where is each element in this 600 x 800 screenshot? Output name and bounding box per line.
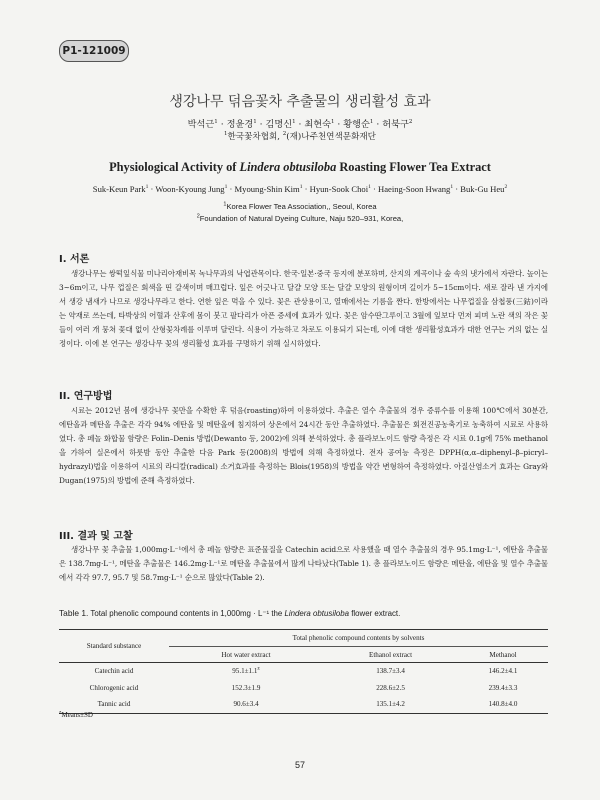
author-separator: · — [256, 119, 266, 130]
affil-sup: 1 — [223, 131, 228, 138]
author-name: Haeing-Soon Hwang — [378, 184, 451, 194]
table-cell: 228.6±2.5 — [376, 683, 405, 692]
author-name: Woon-Kyoung Jung — [155, 184, 225, 194]
paragraph-methods: 시료는 2012년 봄에 생강나무 꽃만을 수확한 후 덖음(roasting)하여 이용하였다. 추출은 열수 추출물의 경우 증류수를 이용해 100℃에서 30분간, 에탄올과 메탄올 추출은 각각 94% 에탄올 및 메탄올에 침지하여 상온에서 24시간 동안 추출하였다. 추출물은 회전진공농축기로 농축하여 시료로 사용하였다. 총 페놀 화합물 함량은 Folin–Denis 방법(Dewanto 등, 2002)에 의해 분석하였다. 총 플라보노이드 함량 측정은 각 시료 0.1g에 75% methanol을 가하여 실온에서 하룻밤 동안 추출한 다음 Park 등(2008)의 방법에 의해 측정하였다. 전자 공여능 측정은 DPPH(α,α–diphenyl–β–picryl–hydrazyl)법을 이용하여 시료의 라디칼(radical) 소거효과를 측정하는 Blois(1958)의 방법을 약간 변형하여 측정하였다. 아질산염소거 효과는 Gray와 Dugan(1975)의 방법에 준해 측정하였다. — [59, 406, 548, 486]
author-separator: · — [295, 119, 305, 130]
author-separator: · — [334, 119, 344, 130]
footnote-marker: z — [59, 709, 62, 716]
phenolic-table — [59, 629, 548, 714]
affil-sup: 2 — [282, 131, 287, 138]
author-name: Hyun-Sook Choi — [309, 184, 369, 194]
author-sup: 1 — [369, 118, 374, 125]
table-row-label: Tannic acid — [59, 696, 169, 713]
affil-sup: 2 — [196, 213, 200, 220]
section-heading-methods: II. 연구방법 — [59, 391, 113, 402]
author-sup: 1 — [331, 118, 335, 125]
author-name: Suk-Keun Park — [92, 184, 146, 194]
author-sup: 1 — [253, 118, 257, 125]
table-cell: 135.1±4.2 — [323, 696, 458, 713]
species-name: Lindera obtusiloba — [239, 160, 337, 174]
author-sup: 1 — [450, 184, 454, 191]
english-affiliation-2 — [0, 214, 600, 223]
table-cell: 146.2±4.1 — [488, 667, 518, 676]
table-cell: 140.8±4.0 — [458, 696, 548, 713]
author-name: Buk-Gu Heu — [460, 184, 505, 194]
table-cell: 239.4±3.3 — [488, 683, 518, 692]
author-name: Myoung-Shin Kim — [234, 184, 300, 194]
author-sup: 1 — [214, 118, 218, 125]
author-separator: · — [370, 184, 379, 194]
table-row-label: Chlorogenic acid — [89, 683, 139, 692]
paragraph-introduction: 생강나무는 쌍떡잎식물 미나리아재비목 녹나무과의 낙엽관목이다. 한국·일본·중국 등지에 분포하며, 산지의 계곡이나 숲 속의 냇가에서 자란다. 높이는 3~6m이고, 나무 껍질은 회색을 띤 갈색이며 매끄럽다. 잎은 어긋나고 달걀 모양 또는 달걀 모양의 원형이며 길이가 5~15cm이다. 새로 잘라 낸 가지에서 생강 냄새가 나므로 생강나무라고 한다. 연한 잎은 먹을 수 있다. 꽃은 관상용이고, 열매에서는 기름을 짠다. 한방에서는 나무껍질을 삼첩풍(三鈷)이라는 약재로 쓰는데, 타박상의 어혈과 산후에 몸이 붓고 팔다리가 아픈 증세에 효과가 있다. 꽃은 암수딴그루이고 3월에 잎보다 먼저 피며 노란 색의 작은 꽃들이 여러 개 뭉쳐 꽃대 없이 산형꽃차례를 이루며 달린다. 식용이 가능하고 차로도 이용되기 되는데, 이에 대한 생리활성효과가 대한 연구는 거의 없는 실정이다. 이에 본 연구는 생강나무 꽃의 생리활성 효과를 구명하기 위해 실시하였다. — [59, 269, 548, 349]
section-heading-introduction: I. 서론 — [59, 254, 90, 265]
author-sup: 1 — [145, 184, 149, 191]
footnote-marker: z — [257, 665, 260, 672]
affil-text: 한국꽃차협회, — [227, 132, 281, 142]
table-column-header: Ethanol extract — [323, 647, 458, 663]
affil-text: Korea Flower Tea Association,, Seoul, Korea — [226, 202, 377, 211]
table-column-header: Hot water extract — [169, 647, 323, 663]
author-separator: · — [302, 184, 310, 194]
table-caption-text: flower extract. — [349, 609, 401, 618]
paragraph-results: 생강나무 꽃 추출물 1,000mg·L⁻¹에서 총 페놀 함량은 표준물질을 Catechin acid으로 사용했을 때 열수 추출물의 경우 95.1mg·L⁻¹, 에탄올 추출물은 138.7mg·L⁻¹, 메탄올 추출물은 146.2mg·L⁻¹로 메탄올 추출물에서 많게 나타났다(Table 1). 총 플라보노이드 함량은 메탄올, 에탄올 및 열수 추출물에서 각각 97.7, 95.7 및 58.7mg·L⁻¹ 순으로 많았다(Table 2). — [59, 545, 548, 583]
author-name: 정윤경 — [226, 119, 254, 130]
table-group-header: Total phenolic compound contents by solvents — [169, 630, 548, 647]
author-name: 황행순 — [343, 119, 370, 130]
author-sup: 2 — [408, 118, 413, 125]
author-name: 김명신 — [265, 119, 293, 130]
author-sup: 1 — [224, 184, 228, 191]
english-affiliation-1 — [0, 202, 600, 211]
author-sup: 1 — [368, 184, 371, 191]
table-row — [59, 680, 548, 697]
author-sup: 1 — [299, 184, 303, 191]
table-cell: 90.6±3.4 — [169, 696, 323, 713]
table-footnote — [59, 711, 93, 719]
korean-title: 생강나무 덖음꽃차 추출물의 생리활성 효과 — [169, 94, 431, 110]
table-stub-header: Standard substance — [59, 630, 169, 663]
author-separator: · — [148, 184, 156, 194]
author-sup: 1 — [292, 118, 296, 125]
affil-sup: 1 — [223, 201, 227, 208]
english-title-text: Roasting Flower Tea Extract — [336, 160, 491, 174]
author-sup: 2 — [504, 184, 508, 191]
affil-text: Foundation of Natural Dyeing Culture, Naju 520–931, Korea, — [199, 214, 404, 223]
paper-id-badge: P1-121009 — [59, 40, 129, 62]
table-caption — [59, 608, 559, 618]
english-authors — [0, 184, 600, 194]
table-cell-value: 95.1±1.1 — [232, 667, 258, 676]
english-title-text: Physiological Activity of — [109, 160, 240, 174]
korean-authors — [0, 116, 600, 130]
author-separator: · — [227, 184, 235, 194]
author-name: 최현숙 — [304, 119, 332, 130]
table-cell — [169, 663, 323, 680]
table-row — [59, 696, 548, 713]
table-cell: 152.3±1.9 — [231, 683, 261, 692]
page-number: 57 — [294, 760, 305, 770]
section-heading-results: III. 결과 및 고찰 — [59, 531, 133, 542]
author-name: 박석근 — [187, 119, 215, 130]
english-title — [0, 160, 600, 175]
table-caption-label: Table 1. — [59, 608, 89, 618]
author-separator: · — [217, 119, 227, 130]
table-row-label: Catechin acid — [94, 667, 134, 676]
table-cell: 138.7±3.4 — [376, 667, 405, 676]
table-caption-species: Lindera obtusiloba — [284, 609, 349, 618]
affil-text: (재)나주천연색문화재단 — [286, 132, 376, 142]
table-column-header: Methanol — [458, 647, 548, 663]
table-caption-text: Total phenolic compound contents in 1,000mg · L⁻¹ the — [88, 609, 285, 618]
table-row — [59, 663, 548, 680]
author-name: 허북구 — [382, 119, 409, 130]
author-separator: · — [373, 119, 383, 130]
korean-affiliation — [0, 130, 600, 142]
footnote-text: Means±SD — [61, 711, 93, 719]
author-separator: · — [453, 184, 461, 194]
